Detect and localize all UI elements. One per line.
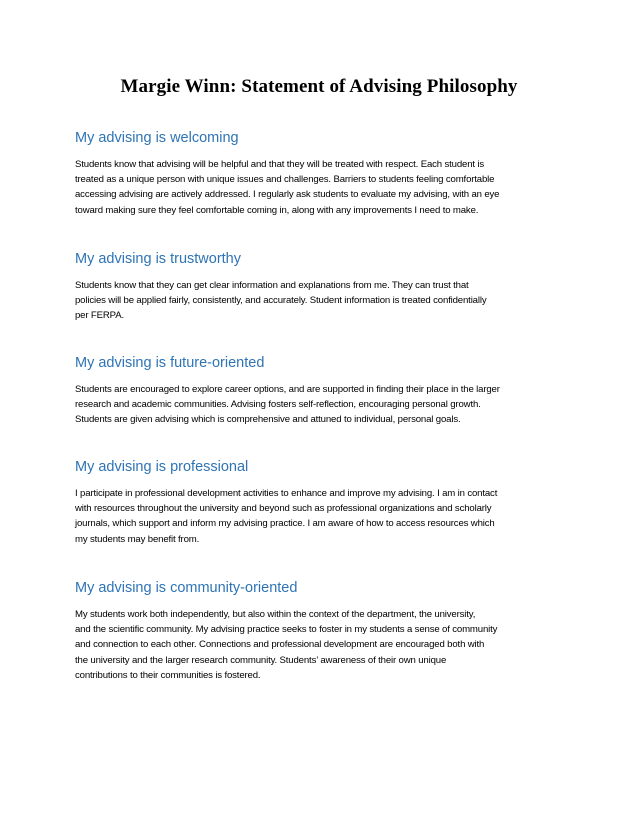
body-line: Students are encouraged to explore career options, and are supported in finding their place in the larger	[75, 384, 500, 395]
section-heading: My advising is future-oriented	[75, 355, 265, 371]
section-heading: My advising is professional	[75, 459, 249, 475]
body-line: treated as a unique person with unique issues and challenges. Barriers to students feeling comfortable	[75, 174, 495, 186]
section-future-oriented	[75, 355, 575, 428]
body-line: Students know that they can get clear information and explanations from me. They can trust that	[75, 280, 469, 291]
body-line: contributions to their communities is fostered.	[75, 669, 261, 681]
body-line: accessing advising are actively addressed. I regularly ask students to evaluate my advising, with an eye	[75, 189, 500, 201]
body-line: Students know that advising will be helpful and that they will be treated with respect. Each student is	[75, 159, 485, 170]
body-line: toward making sure they feel comfortable coming in, along with any improvements I need to make.	[75, 204, 479, 216]
section-body	[75, 278, 575, 324]
body-line: and the scientific community. My advising practice seeks to foster in my students a sense of community	[75, 624, 498, 636]
body-line: the university and the larger research community. Students’ awareness of their own unique	[75, 654, 447, 666]
section-body	[75, 486, 575, 547]
body-line: journals, which support and inform my advising practice. I am aware of how to access resources which	[75, 518, 495, 530]
section-body	[75, 382, 575, 428]
body-line: I participate in professional development activities to enhance and improve my advising. I am in contact	[75, 488, 498, 499]
section-heading: My advising is community-oriented	[75, 580, 298, 596]
body-line: and connection to each other. Connections and professional development are encouraged both with	[75, 639, 485, 651]
section-professional	[75, 459, 575, 547]
body-line: my students may benefit from.	[75, 533, 200, 545]
section-body	[75, 157, 575, 218]
section-heading: My advising is trustworthy	[75, 251, 241, 267]
section-body	[75, 607, 575, 683]
section-trustworthy	[75, 251, 575, 324]
page-title: Margie Winn: Statement of Advising Philosophy	[120, 76, 518, 97]
body-line: with resources throughout the university and beyond such as professional organizations and scholarly	[75, 503, 492, 515]
section-heading: My advising is welcoming	[75, 130, 239, 146]
body-line: policies will be applied fairly, consistently, and accurately. Student information is treated confidentially	[75, 295, 487, 307]
body-line: research and academic communities. Advising fosters self-reflection, encouraging personal growth.	[75, 399, 481, 411]
section-welcoming	[75, 130, 575, 218]
body-line: Students are given advising which is comprehensive and attuned to individual, personal goals.	[75, 414, 461, 426]
section-community-oriented	[75, 580, 575, 683]
body-line: My students work both independently, but also within the context of the department, the university,	[75, 609, 476, 620]
body-line: per FERPA.	[75, 310, 124, 322]
